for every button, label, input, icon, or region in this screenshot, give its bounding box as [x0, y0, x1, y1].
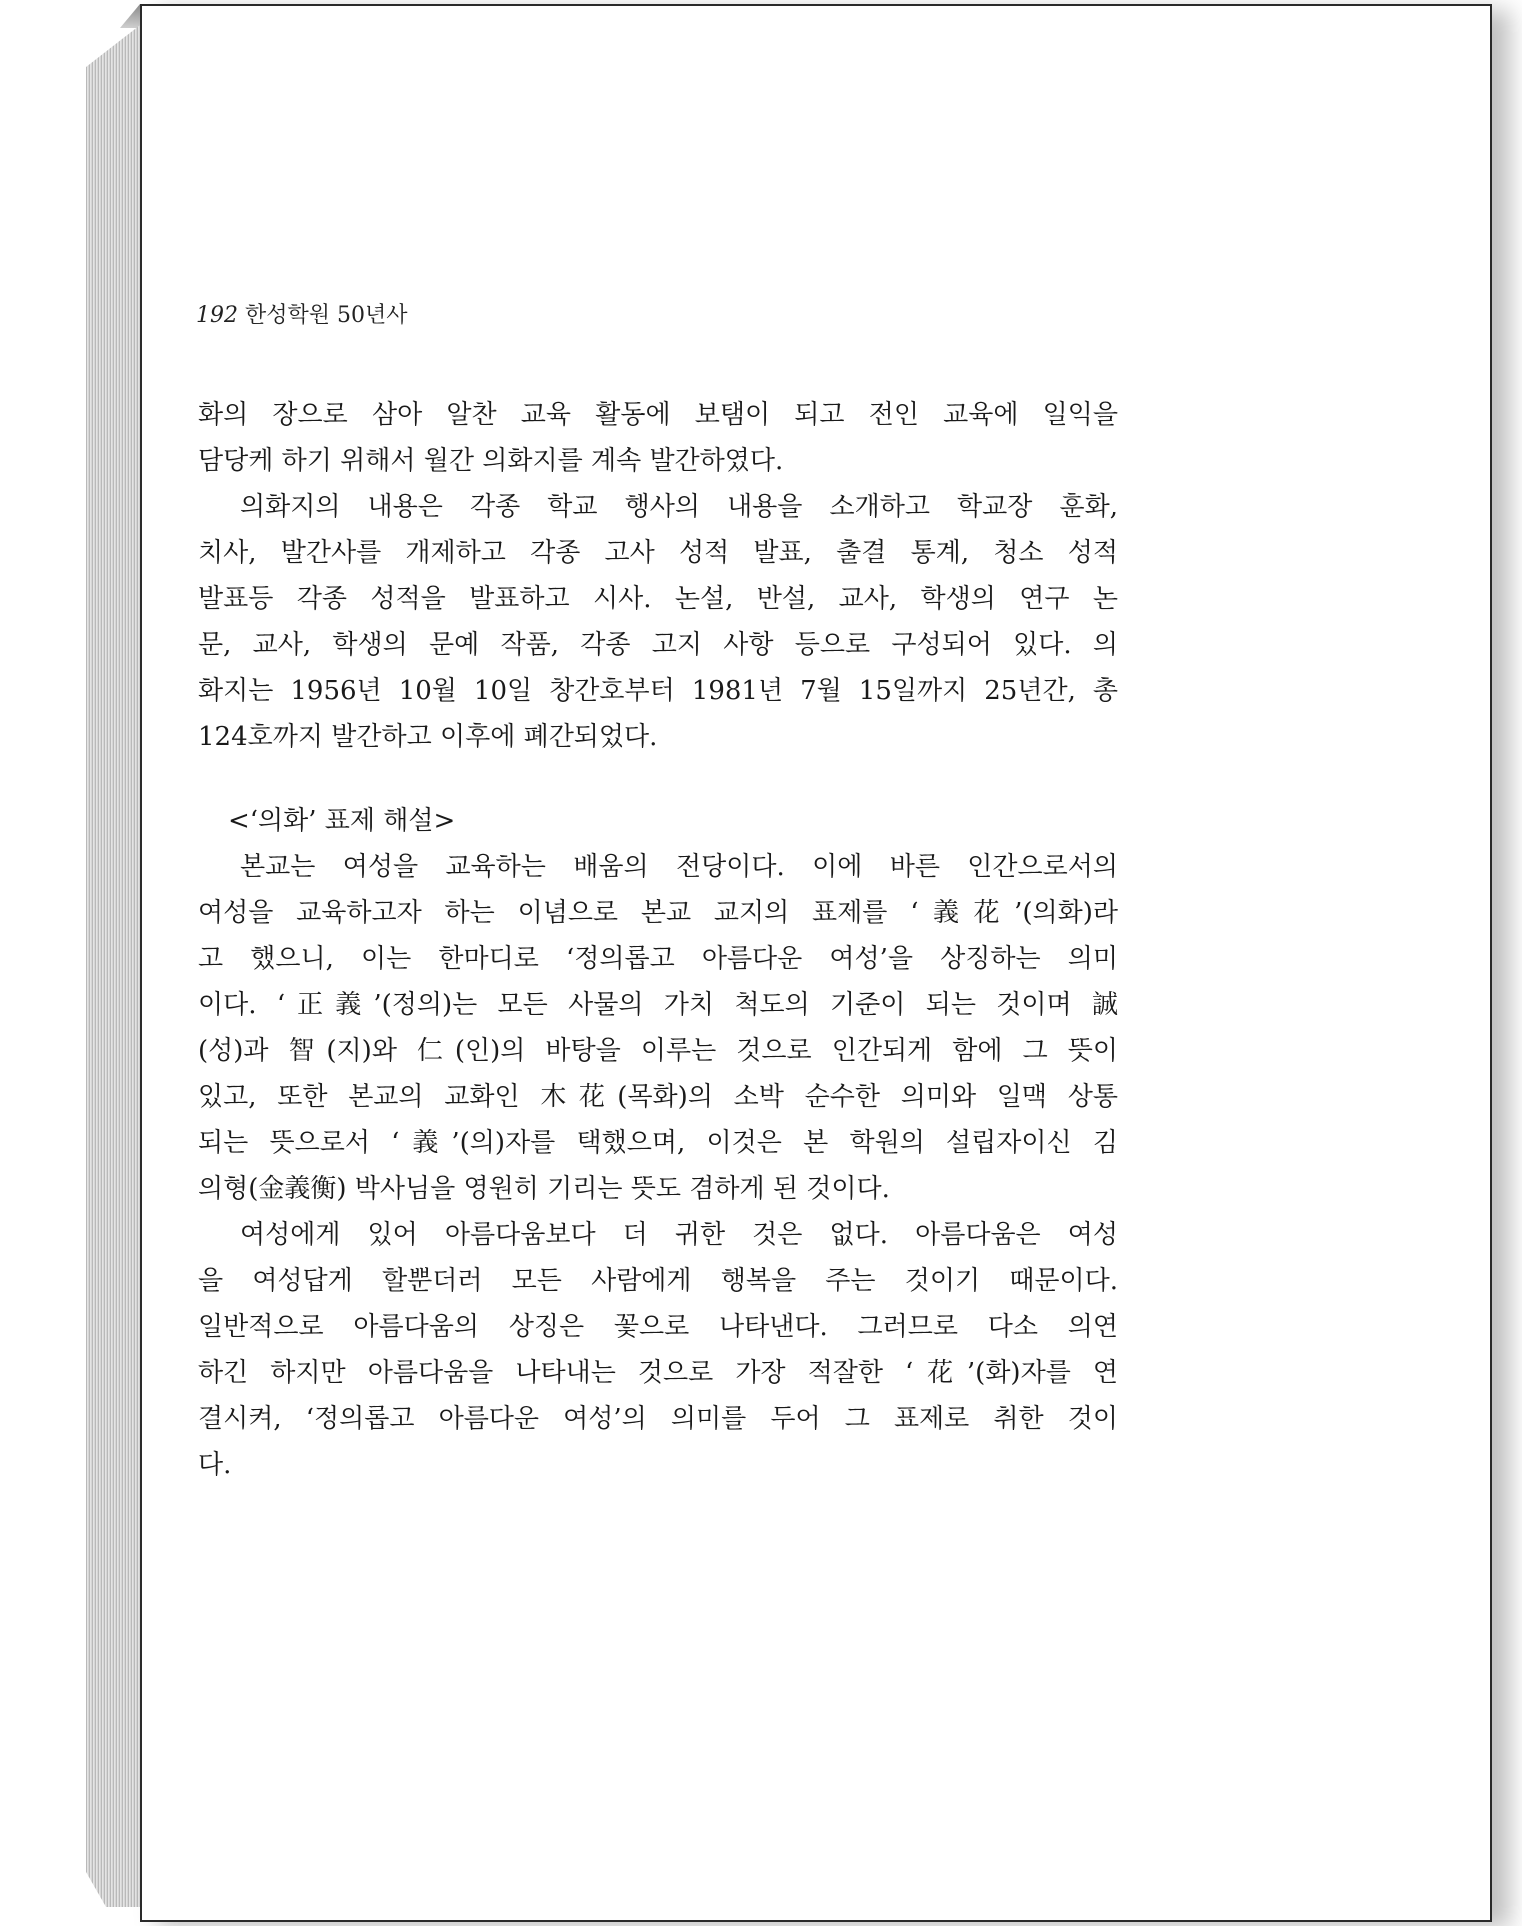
text-line: 의형(金義衡) 박사님을 영원히 기리는 뜻도 겸하게 된 것이다. — [198, 1174, 890, 1204]
text-line: 화지는 1956년 10월 10일 창간호부터 1981년 7월 15일까지 25년간, 총 — [198, 676, 1118, 706]
text-line: 124호까지 발간하고 이후에 폐간되었다. — [198, 722, 658, 752]
running-header — [196, 298, 408, 329]
text-line: 되는 뜻으로서 ‘義’(의)자를 택했으며, 이것은 본 학원의 설립자이신 김 — [198, 1128, 1118, 1158]
text-line: 치사, 발간사를 개제하고 각종 고사 성적 발표, 출결 통계, 청소 성적 — [198, 538, 1118, 568]
body-text — [198, 392, 1118, 1488]
text-line: 화의 장으로 삼아 알찬 교육 활동에 보탬이 되고 전인 교육에 일익을 — [198, 400, 1118, 430]
text-line: 을 여성답게 할뿐더러 모든 사람에게 행복을 주는 것이기 때문이다. — [198, 1266, 1118, 1296]
text-line: (성)과 智(지)와 仁(인)의 바탕을 이루는 것으로 인간되게 함에 그 뜻이 — [198, 1036, 1118, 1066]
text-line: 본교는 여성을 교육하는 배움의 전당이다. 이에 바른 인간으로서의 — [240, 852, 1118, 882]
text-line: 발표등 각종 성적을 발표하고 시사. 논설, 반설, 교사, 학생의 연구 논 — [198, 584, 1118, 614]
text-line: 여성을 교육하고자 하는 이념으로 본교 교지의 표제를 ‘義花’(의화)라 — [198, 898, 1118, 928]
page-number: 192 — [196, 303, 238, 328]
text-line: 이다. ‘正義’(정의)는 모든 사물의 가치 척도의 기준이 되는 것이며 誠 — [198, 990, 1118, 1020]
text-line: 의화지의 내용은 각종 학교 행사의 내용을 소개하고 학교장 훈화, — [240, 492, 1118, 522]
section-gap — [198, 760, 1118, 798]
text-line: 담당케 하기 위해서 월간 의화지를 계속 발간하였다. — [198, 446, 784, 476]
text-line: 고 했으니, 이는 한마디로 ‘정의롭고 아름다운 여성’을 상징하는 의미 — [198, 944, 1118, 974]
text-line: 일반적으로 아름다움의 상징은 꽃으로 나타낸다. 그러므로 다소 의연 — [198, 1312, 1118, 1342]
text-line: 다. — [198, 1450, 232, 1480]
section-heading: <‘의화’ 표제 해설> — [228, 806, 456, 836]
book-title: 한성학원 50년사 — [245, 303, 408, 328]
text-line: 결시켜, ‘정의롭고 아름다운 여성’의 의미를 두어 그 표제로 취한 것이 — [198, 1404, 1118, 1434]
text-line: 있고, 또한 본교의 교화인 木花(목화)의 소박 순수한 의미와 일맥 상통 — [198, 1082, 1118, 1112]
text-line: 하긴 하지만 아름다움을 나타내는 것으로 가장 적잘한 ‘花’(화)자를 연 — [198, 1358, 1118, 1388]
text-line: 여성에게 있어 아름다움보다 더 귀한 것은 없다. 아름다움은 여성 — [240, 1220, 1118, 1250]
text-line: 문, 교사, 학생의 문예 작품, 각종 고지 사항 등으로 구성되어 있다. 의 — [198, 630, 1118, 660]
